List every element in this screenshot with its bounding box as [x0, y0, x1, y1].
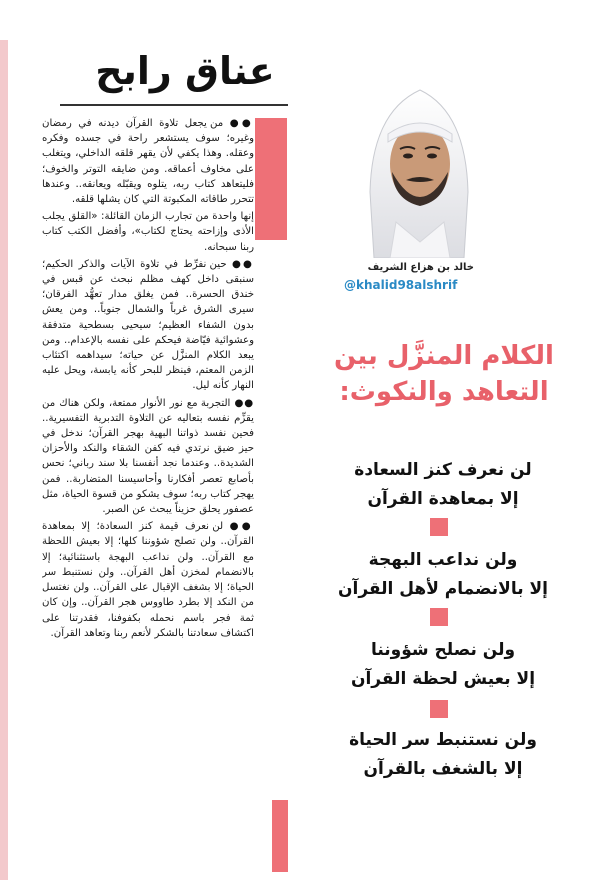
author-handle[interactable]: @khalid98alshrif — [344, 278, 458, 292]
verse-line: إلا بالشغف بالقرآن — [363, 759, 523, 779]
author-name: خالد بن هزاع الشريف — [367, 262, 474, 273]
column-title: عناق رابح — [95, 49, 275, 93]
article-text-5: لن نعرف قيمة كنز السعادة؛ إلا بمعاهدة القرآن.. ولن تصلح شؤوننا كلها؛ إلا بعيش اللحظة مع القرآن.. ولن نداعب البهجة باستثنائية؛ إلا بالانضمام لمخزن أهل القرآن.. ولن نستنبط سر الحياة؛ إلا بشغف الإقبال على القرآن.. ولن نغتسل من النكد إلا بطرد طاووس هجر القرآن.. وإن كان ثمة فجر باسم نحمله بكفوفنا، فقدرتنا على اكتشاف سعادتنا بالشكر لأنعم ربنا وتعاهد القرآن. — [42, 521, 254, 639]
verse-line: إلا بعيش لحظة القرآن — [350, 669, 536, 689]
headline-line-2: التعاهد والنكوث: — [339, 377, 549, 407]
article-paragraph-1 — [42, 116, 254, 207]
headline — [318, 338, 570, 410]
verse-line: ولن نستنبط سر الحياة — [349, 730, 537, 750]
verse-block-1 — [316, 456, 570, 514]
accent-bar-bottom — [272, 800, 288, 872]
bullet-icon: ●● — [232, 258, 254, 270]
verse-block-4 — [316, 726, 570, 784]
verse-line: إلا بمعاهدة القرآن — [367, 489, 519, 509]
article-body — [42, 116, 254, 872]
article-paragraph-3 — [42, 257, 254, 394]
bullet-icon: ●● — [229, 118, 254, 129]
verse-line: ولن نصلح شؤوننا — [370, 640, 516, 660]
author-photo — [354, 72, 484, 258]
verse-line: ولن نداعب البهجة — [368, 550, 518, 570]
article-text-3: حين نفرِّط في تلاوة الآيات والذكر الحكيم؛ سنبقى داخل كهف مظلم نبحث عن قبس في خندق الحسرة.. فمن يغلق مدار تعهُّد الفرقان؛ سيرى الشرق غرباً والشمال جنوباً.. ومن يعش بدون الشفاء العظيم؛ سيحيى بسطحية متدفقة وعشوائية فيّاضة فيحكم على نفسه بالإعدام.. ومن يبعد الكلام المنزَّل عن حياته؛ سيداهمه اكتئاب الزمن المعتم، فينظر للبحر كأنه يابسة، ويحل عليه النهار كأنه ليل. — [42, 258, 254, 392]
accent-bar — [255, 118, 287, 240]
verse-block-3 — [316, 636, 570, 694]
separator-square — [430, 608, 448, 626]
verse-block-2 — [316, 546, 570, 604]
article-paragraph-5 — [42, 519, 254, 641]
verse-line: إلا بالانضمام لأهل القرآن — [337, 579, 549, 599]
bullet-icon: ●● — [229, 521, 254, 533]
bullet-icon: ●● — [234, 397, 254, 409]
verse-line: لن نعرف كنز السعادة — [354, 460, 532, 480]
title-rule — [60, 104, 288, 106]
article-text-2: إنها واحدة من تجارب الزمان القائلة: «القلق يجلب الأذى وإزاحته يحتاج لكتاب»، وأفضل الكتب كتاب ربنا سبحانه. — [42, 211, 254, 253]
article-text-1: من يجعل تلاوة القرآن ديدنه في رمضان وغيره؛ سوف يستشعر راحة في جسده وفكره وعقله. وهذا يكفي لأن يقهر قلقه الداخلي، ويتغلب على مخاوف أعماقه. ومن ضايقه التوتر والخوف؛ فليتعاهد كتاب ربه، يتلوه ويقبّله ويعانقه.. وعندها تتحرر طاقاته المكبوتة التي كان يشلها قلقه. — [42, 118, 254, 206]
separator-square — [430, 700, 448, 718]
article-paragraph-2 — [42, 209, 254, 255]
article-paragraph-4 — [42, 396, 254, 518]
article-text-4: التجربة مع نور الأنوار ممتعة، ولكن هناك من يقزِّم نفسه بتعاليه عن التلاوة التدبرية التفسيرية.. فحين نفسد ذواتنا البهية بهجر القرآن؛ ندخل في حيز ضيق نرتدي فيه كفن الشقاء والنكد والأحزان الشديدة.. وعندما نجد أنفسنا بلا سند رباني؛ نحس بأصابع تعصر أفكارنا وأحاسيسنا المتضاربة.. فمن يهجر كتاب ربه؛ سوف يشكو من قسوة الحياة، مثل عصفور يحلق حزيناً يبحث عن الصبر. — [42, 397, 254, 516]
headline-line-1: الكلام المنزَّل بين — [334, 341, 554, 371]
separator-square — [430, 518, 448, 536]
edge-strip — [0, 40, 8, 880]
